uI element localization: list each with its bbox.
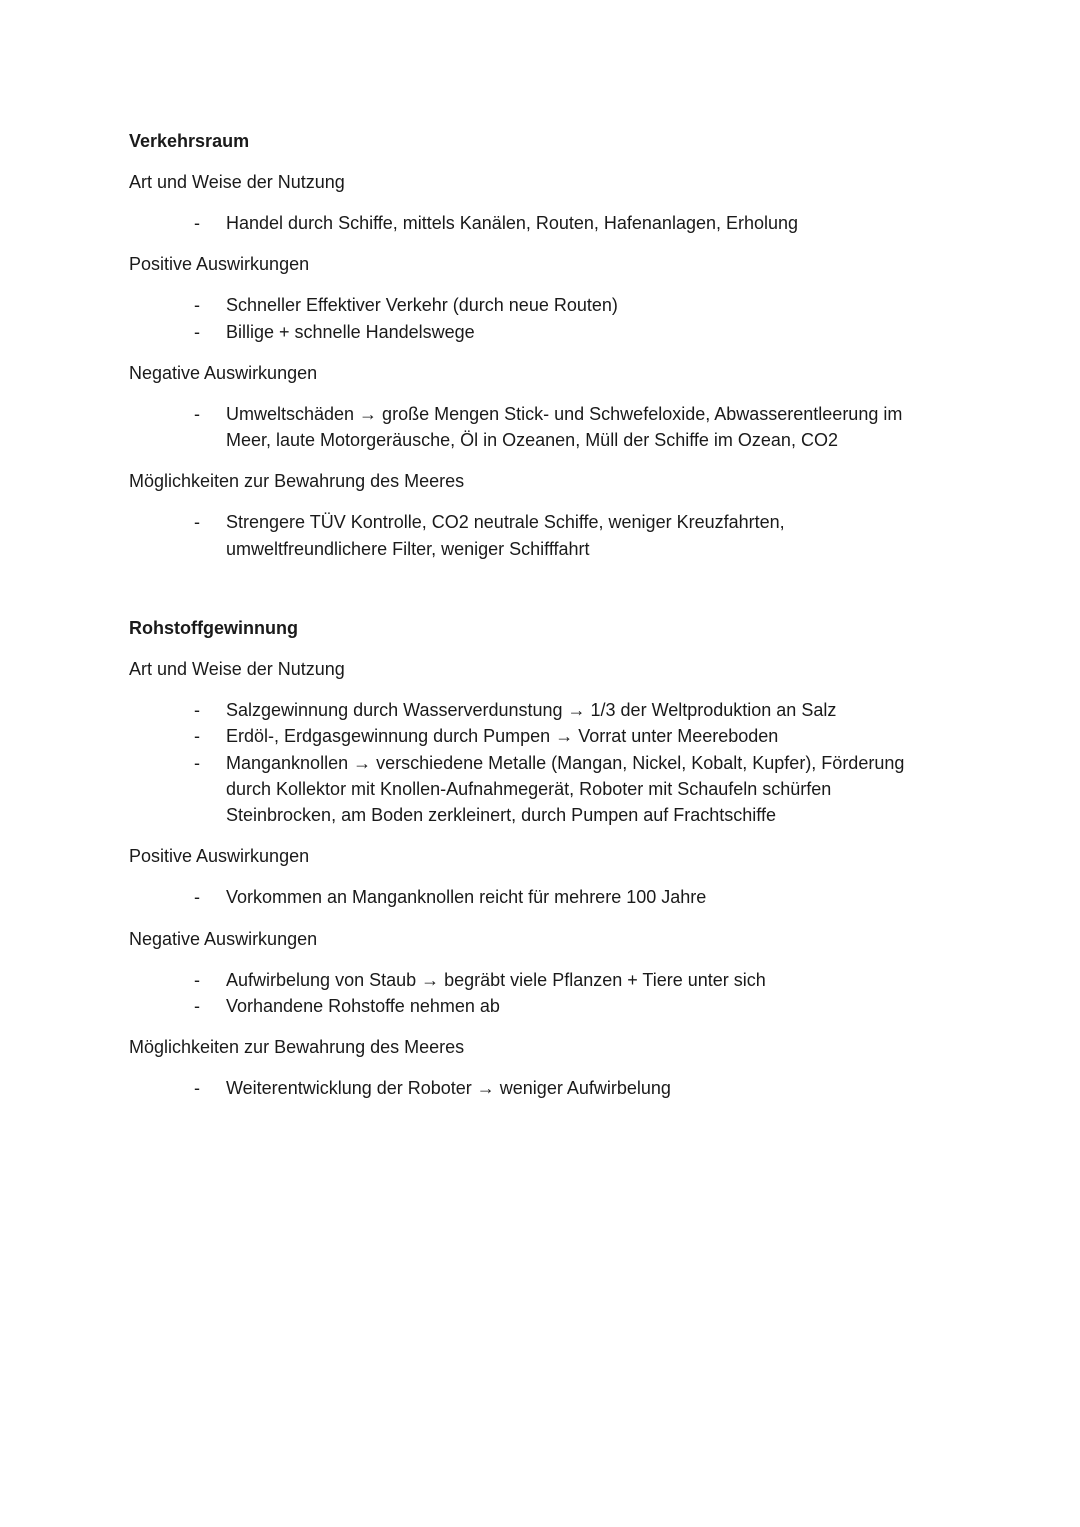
bullet-list: [129, 509, 929, 562]
section-verkehrsraum: [129, 128, 929, 577]
subheading-positive: Positive Auswirkungen: [129, 846, 310, 867]
subheading-bewahrung: Möglichkeiten zur Bewahrung des Meeres: [129, 471, 465, 492]
subheading-negative: Negative Auswirkungen: [129, 362, 318, 383]
subheading-nutzung: Art und Weise der Nutzung: [129, 659, 345, 679]
list-item: - Strengere TÜV Kontrolle, CO2 neutrale Schiffe, weniger Kreuzfahrten, umweltfreundlichere Filter, weniger Schifffahrt: [194, 512, 785, 559]
list-item: - Aufwirbelung von Staub → begräbt viele Pflanzen + Tiere unter sich: [194, 969, 766, 990]
bullet-list: [129, 967, 929, 1020]
list-item: - Umweltschäden → große Mengen Stick- und Schwefeloxide, Abwasserentleerung im Meer, laute Motorgeräusche, Öl in Ozeanen, Müll der Schiffe im Ozean, CO2: [194, 403, 903, 451]
section-title: Rohstoffgewinnung: [129, 618, 298, 638]
bullet-list: [129, 401, 929, 454]
bullet-list: [129, 697, 929, 828]
list-item: - Weiterentwicklung der Roboter → weniger Aufwirbelung: [194, 1078, 671, 1099]
list-item: - Billige + schnelle Handelswege: [194, 321, 475, 342]
list-item: - Schneller Effektiver Verkehr (durch neue Routen): [194, 295, 618, 316]
subheading-negative: Negative Auswirkungen: [129, 928, 318, 949]
bullet-list: [129, 1075, 929, 1101]
bullet-list: [129, 210, 929, 236]
bullet-list: [129, 292, 929, 345]
list-item: - Handel durch Schiffe, mittels Kanälen, Routen, Hafenanlagen, Erholung: [194, 213, 799, 233]
list-item: - Vorhandene Rohstoffe nehmen ab: [194, 996, 500, 1017]
subheading-positive: Positive Auswirkungen: [129, 254, 310, 275]
section-rohstoffgewinnung: [129, 615, 929, 1117]
list-item: - Salzgewinnung durch Wasserverdunstung → 1/3 der Weltproduktion an Salz: [194, 700, 837, 720]
list-item: - Erdöl-, Erdgasgewinnung durch Pumpen → Vorrat unter Meereboden: [194, 726, 779, 747]
bullet-list: [129, 884, 929, 910]
list-item: - Manganknollen → verschiedene Metalle (Mangan, Nickel, Kobalt, Kupfer), Förderung durch Kollektor mit Knollen-Aufnahmegerät, Roboter mit Schaufeln schürfen Steinbrocken, am Boden zerkleinert, durch Pumpen auf Frachtschiffe: [194, 752, 905, 826]
subheading-bewahrung: Möglichkeiten zur Bewahrung des Meeres: [129, 1037, 465, 1058]
subheading-nutzung: Art und Weise der Nutzung: [129, 172, 345, 192]
list-item: - Vorkommen an Manganknollen reicht für mehrere 100 Jahre: [194, 887, 707, 908]
section-title: Verkehrsraum: [129, 131, 250, 151]
